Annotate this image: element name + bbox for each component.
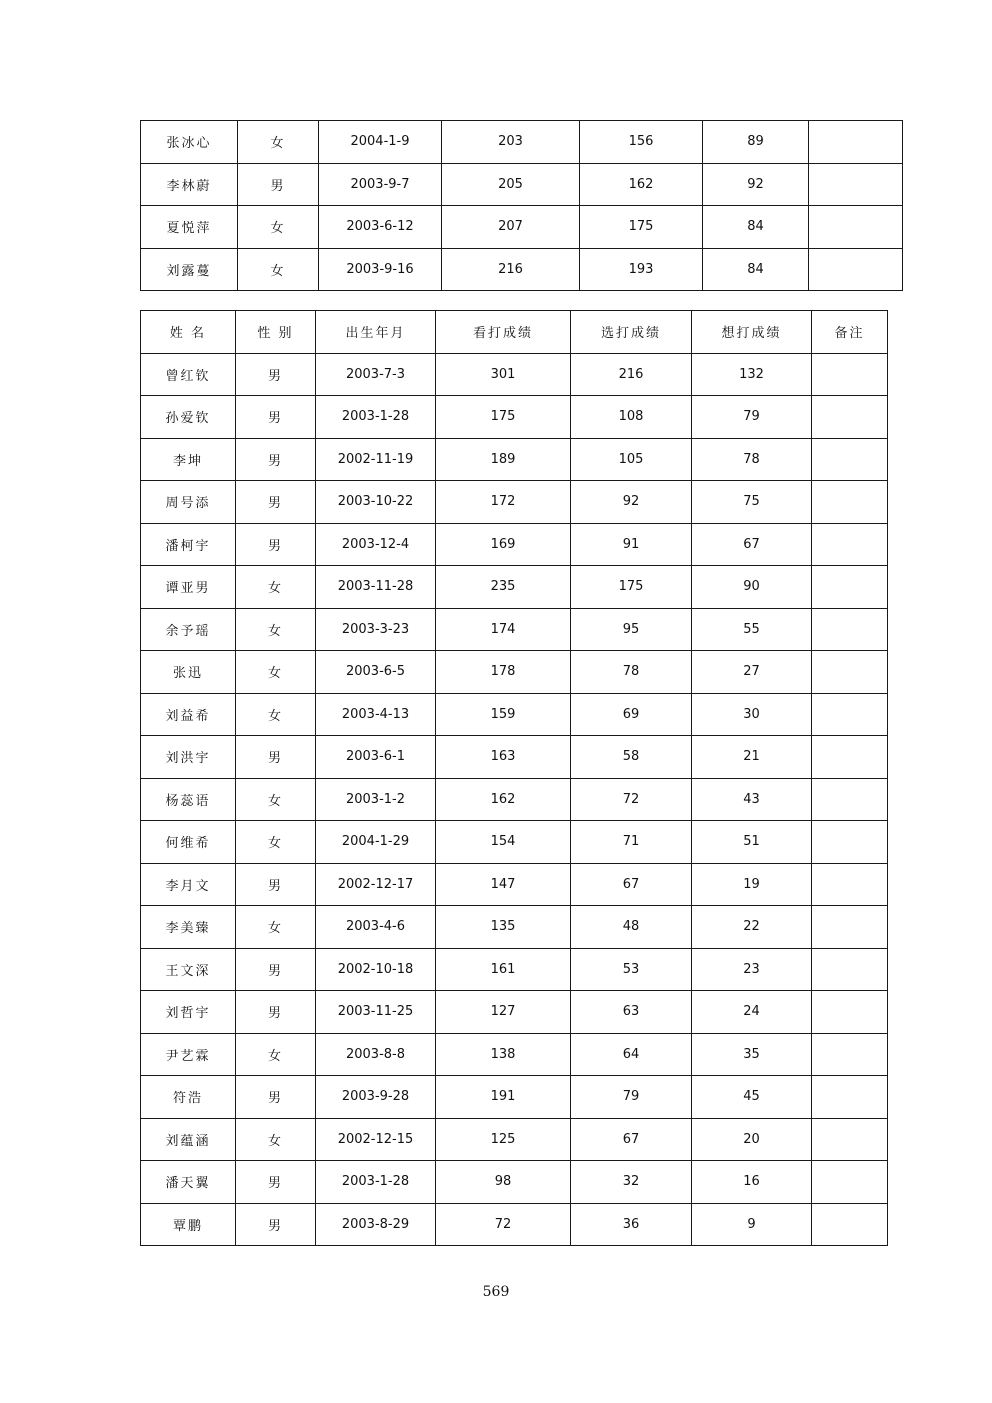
- cell-think-score: 90: [692, 566, 812, 609]
- cell-remarks: [812, 863, 888, 906]
- cell-select-score: 92: [571, 481, 692, 524]
- cell-name: 杨蕊语: [141, 778, 236, 821]
- cell-name: 符浩: [141, 1076, 236, 1119]
- cell-look-score: 147: [436, 863, 571, 906]
- cell-look-score: 207: [442, 206, 580, 249]
- cell-think-score: 27: [692, 651, 812, 694]
- cell-birthdate: 2003-9-28: [316, 1076, 436, 1119]
- cell-name: 刘益希: [141, 693, 236, 736]
- header-sex: 性 别: [236, 311, 316, 354]
- header-remarks: 备注: [812, 311, 888, 354]
- cell-remarks: [812, 353, 888, 396]
- cell-name: 刘洪宇: [141, 736, 236, 779]
- cell-look-score: 159: [436, 693, 571, 736]
- cell-select-score: 193: [580, 248, 703, 291]
- cell-select-score: 95: [571, 608, 692, 651]
- cell-remarks: [812, 651, 888, 694]
- table-row: [141, 1076, 888, 1119]
- table-row: [141, 948, 888, 991]
- cell-sex: 男: [236, 481, 316, 524]
- table-row: [141, 523, 888, 566]
- cell-name: 谭亚男: [141, 566, 236, 609]
- cell-remarks: [812, 821, 888, 864]
- cell-name: 王文深: [141, 948, 236, 991]
- cell-think-score: 45: [692, 1076, 812, 1119]
- cell-select-score: 64: [571, 1033, 692, 1076]
- cell-sex: 男: [236, 353, 316, 396]
- header-look-typing-score: 看打成绩: [436, 311, 571, 354]
- cell-name: 孙爱钦: [141, 396, 236, 439]
- cell-look-score: 135: [436, 906, 571, 949]
- cell-remarks: [812, 1161, 888, 1204]
- table-row: [141, 163, 903, 206]
- cell-think-score: 75: [692, 481, 812, 524]
- cell-select-score: 32: [571, 1161, 692, 1204]
- cell-sex: 男: [236, 1076, 316, 1119]
- cell-remarks: [812, 778, 888, 821]
- score-table-continued-body: [141, 121, 903, 291]
- cell-think-score: 89: [703, 121, 809, 164]
- cell-think-score: 9: [692, 1203, 812, 1246]
- cell-look-score: 162: [436, 778, 571, 821]
- cell-think-score: 21: [692, 736, 812, 779]
- cell-think-score: 20: [692, 1118, 812, 1161]
- cell-name: 何维希: [141, 821, 236, 864]
- cell-birthdate: 2003-7-3: [316, 353, 436, 396]
- cell-birthdate: 2002-11-19: [316, 438, 436, 481]
- cell-sex: 女: [236, 1033, 316, 1076]
- cell-birthdate: 2002-12-17: [316, 863, 436, 906]
- cell-think-score: 24: [692, 991, 812, 1034]
- score-table-continued: [140, 120, 903, 291]
- cell-look-score: 191: [436, 1076, 571, 1119]
- table-row: [141, 821, 888, 864]
- cell-think-score: 67: [692, 523, 812, 566]
- cell-remarks: [812, 1076, 888, 1119]
- cell-look-score: 72: [436, 1203, 571, 1246]
- cell-think-score: 132: [692, 353, 812, 396]
- cell-remarks: [812, 948, 888, 991]
- cell-name: 尹艺霖: [141, 1033, 236, 1076]
- cell-look-score: 205: [442, 163, 580, 206]
- table-row: [141, 1161, 888, 1204]
- cell-name: 潘柯宇: [141, 523, 236, 566]
- cell-birthdate: 2003-4-6: [316, 906, 436, 949]
- cell-sex: 男: [236, 1161, 316, 1204]
- cell-name: 刘露蔓: [141, 248, 238, 291]
- cell-look-score: 175: [436, 396, 571, 439]
- cell-name: 刘哲宇: [141, 991, 236, 1034]
- cell-birthdate: 2003-4-13: [316, 693, 436, 736]
- table-row: [141, 1033, 888, 1076]
- cell-sex: 女: [236, 608, 316, 651]
- cell-select-score: 79: [571, 1076, 692, 1119]
- cell-sex: 女: [236, 906, 316, 949]
- cell-look-score: 98: [436, 1161, 571, 1204]
- cell-select-score: 162: [580, 163, 703, 206]
- cell-select-score: 175: [571, 566, 692, 609]
- cell-birthdate: 2003-1-2: [316, 778, 436, 821]
- cell-birthdate: 2003-1-28: [316, 396, 436, 439]
- cell-sex: 女: [236, 693, 316, 736]
- cell-remarks: [812, 1203, 888, 1246]
- cell-name: 夏悦萍: [141, 206, 238, 249]
- cell-think-score: 78: [692, 438, 812, 481]
- table-row: [141, 608, 888, 651]
- header-select-typing-score: 选打成绩: [571, 311, 692, 354]
- header-birthdate: 出生年月: [316, 311, 436, 354]
- table-row: [141, 693, 888, 736]
- cell-birthdate: 2003-8-29: [316, 1203, 436, 1246]
- cell-sex: 女: [236, 778, 316, 821]
- cell-birthdate: 2003-6-12: [319, 206, 442, 249]
- cell-remarks: [812, 396, 888, 439]
- cell-select-score: 58: [571, 736, 692, 779]
- cell-select-score: 72: [571, 778, 692, 821]
- cell-think-score: 79: [692, 396, 812, 439]
- cell-birthdate: 2003-11-28: [316, 566, 436, 609]
- cell-birthdate: 2003-9-7: [319, 163, 442, 206]
- cell-select-score: 91: [571, 523, 692, 566]
- cell-sex: 女: [238, 248, 319, 291]
- cell-select-score: 53: [571, 948, 692, 991]
- cell-look-score: 235: [436, 566, 571, 609]
- cell-think-score: 84: [703, 206, 809, 249]
- cell-sex: 女: [238, 206, 319, 249]
- cell-remarks: [812, 736, 888, 779]
- page-number: 569: [482, 1284, 510, 1300]
- cell-birthdate: 2002-10-18: [316, 948, 436, 991]
- cell-birthdate: 2003-6-1: [316, 736, 436, 779]
- cell-remarks: [812, 906, 888, 949]
- cell-name: 李坤: [141, 438, 236, 481]
- cell-birthdate: 2003-8-8: [316, 1033, 436, 1076]
- cell-name: 李月文: [141, 863, 236, 906]
- cell-look-score: 174: [436, 608, 571, 651]
- cell-remarks: [812, 523, 888, 566]
- cell-select-score: 216: [571, 353, 692, 396]
- cell-sex: 男: [236, 736, 316, 779]
- cell-think-score: 55: [692, 608, 812, 651]
- cell-think-score: 51: [692, 821, 812, 864]
- cell-name: 李美臻: [141, 906, 236, 949]
- cell-select-score: 67: [571, 1118, 692, 1161]
- cell-select-score: 71: [571, 821, 692, 864]
- table-row: [141, 121, 903, 164]
- cell-remarks: [812, 693, 888, 736]
- cell-look-score: 163: [436, 736, 571, 779]
- score-table: [140, 310, 888, 1246]
- table-row: [141, 736, 888, 779]
- cell-birthdate: 2003-10-22: [316, 481, 436, 524]
- cell-sex: 男: [236, 396, 316, 439]
- cell-remarks: [812, 1118, 888, 1161]
- cell-look-score: 127: [436, 991, 571, 1034]
- table-row: [141, 481, 888, 524]
- cell-birthdate: 2004-1-29: [316, 821, 436, 864]
- cell-sex: 女: [236, 1118, 316, 1161]
- cell-name: 覃鹏: [141, 1203, 236, 1246]
- table-row: [141, 248, 903, 291]
- cell-remarks: [809, 121, 903, 164]
- cell-remarks: [812, 481, 888, 524]
- cell-remarks: [812, 608, 888, 651]
- cell-birthdate: 2003-12-4: [316, 523, 436, 566]
- table-row: [141, 1203, 888, 1246]
- cell-sex: 女: [236, 566, 316, 609]
- cell-look-score: 161: [436, 948, 571, 991]
- cell-sex: 男: [236, 948, 316, 991]
- cell-think-score: 92: [703, 163, 809, 206]
- table-row: [141, 438, 888, 481]
- cell-birthdate: 2003-6-5: [316, 651, 436, 694]
- cell-birthdate: 2002-12-15: [316, 1118, 436, 1161]
- cell-look-score: 301: [436, 353, 571, 396]
- cell-select-score: 63: [571, 991, 692, 1034]
- cell-select-score: 69: [571, 693, 692, 736]
- score-table-body: [141, 353, 888, 1246]
- header-think-typing-score: 想打成绩: [692, 311, 812, 354]
- cell-sex: 女: [236, 821, 316, 864]
- cell-look-score: 154: [436, 821, 571, 864]
- cell-name: 张迅: [141, 651, 236, 694]
- cell-sex: 男: [236, 438, 316, 481]
- table-row: [141, 353, 888, 396]
- cell-remarks: [812, 1033, 888, 1076]
- cell-name: 余予瑶: [141, 608, 236, 651]
- cell-select-score: 36: [571, 1203, 692, 1246]
- cell-sex: 女: [238, 121, 319, 164]
- cell-look-score: 172: [436, 481, 571, 524]
- table-row: [141, 991, 888, 1034]
- cell-select-score: 78: [571, 651, 692, 694]
- table-row: [141, 396, 888, 439]
- cell-think-score: 43: [692, 778, 812, 821]
- cell-select-score: 105: [571, 438, 692, 481]
- cell-remarks: [812, 566, 888, 609]
- cell-look-score: 216: [442, 248, 580, 291]
- table-header-row: [141, 311, 888, 354]
- table-row: [141, 1118, 888, 1161]
- cell-remarks: [809, 163, 903, 206]
- cell-birthdate: 2003-11-25: [316, 991, 436, 1034]
- cell-look-score: 178: [436, 651, 571, 694]
- cell-select-score: 48: [571, 906, 692, 949]
- cell-remarks: [809, 206, 903, 249]
- cell-think-score: 19: [692, 863, 812, 906]
- table-row: [141, 206, 903, 249]
- table-row: [141, 651, 888, 694]
- cell-look-score: 138: [436, 1033, 571, 1076]
- cell-birthdate: 2004-1-9: [319, 121, 442, 164]
- cell-name: 周号添: [141, 481, 236, 524]
- header-name: 姓 名: [141, 311, 236, 354]
- cell-look-score: 169: [436, 523, 571, 566]
- cell-select-score: 156: [580, 121, 703, 164]
- table-row: [141, 906, 888, 949]
- cell-select-score: 108: [571, 396, 692, 439]
- cell-remarks: [812, 438, 888, 481]
- cell-name: 张冰心: [141, 121, 238, 164]
- cell-look-score: 125: [436, 1118, 571, 1161]
- cell-think-score: 84: [703, 248, 809, 291]
- cell-birthdate: 2003-3-23: [316, 608, 436, 651]
- cell-name: 曾红钦: [141, 353, 236, 396]
- cell-name: 潘天翼: [141, 1161, 236, 1204]
- cell-birthdate: 2003-9-16: [319, 248, 442, 291]
- cell-sex: 女: [236, 651, 316, 694]
- cell-think-score: 16: [692, 1161, 812, 1204]
- cell-think-score: 30: [692, 693, 812, 736]
- cell-think-score: 23: [692, 948, 812, 991]
- cell-sex: 男: [236, 523, 316, 566]
- cell-sex: 男: [236, 1203, 316, 1246]
- cell-look-score: 203: [442, 121, 580, 164]
- cell-name: 李林蔚: [141, 163, 238, 206]
- table-row: [141, 778, 888, 821]
- cell-select-score: 175: [580, 206, 703, 249]
- table-row: [141, 863, 888, 906]
- table-row: [141, 566, 888, 609]
- cell-think-score: 35: [692, 1033, 812, 1076]
- cell-birthdate: 2003-1-28: [316, 1161, 436, 1204]
- cell-sex: 男: [238, 163, 319, 206]
- cell-think-score: 22: [692, 906, 812, 949]
- cell-sex: 男: [236, 991, 316, 1034]
- cell-sex: 男: [236, 863, 316, 906]
- cell-remarks: [812, 991, 888, 1034]
- cell-select-score: 67: [571, 863, 692, 906]
- cell-name: 刘蕴涵: [141, 1118, 236, 1161]
- cell-look-score: 189: [436, 438, 571, 481]
- cell-remarks: [809, 248, 903, 291]
